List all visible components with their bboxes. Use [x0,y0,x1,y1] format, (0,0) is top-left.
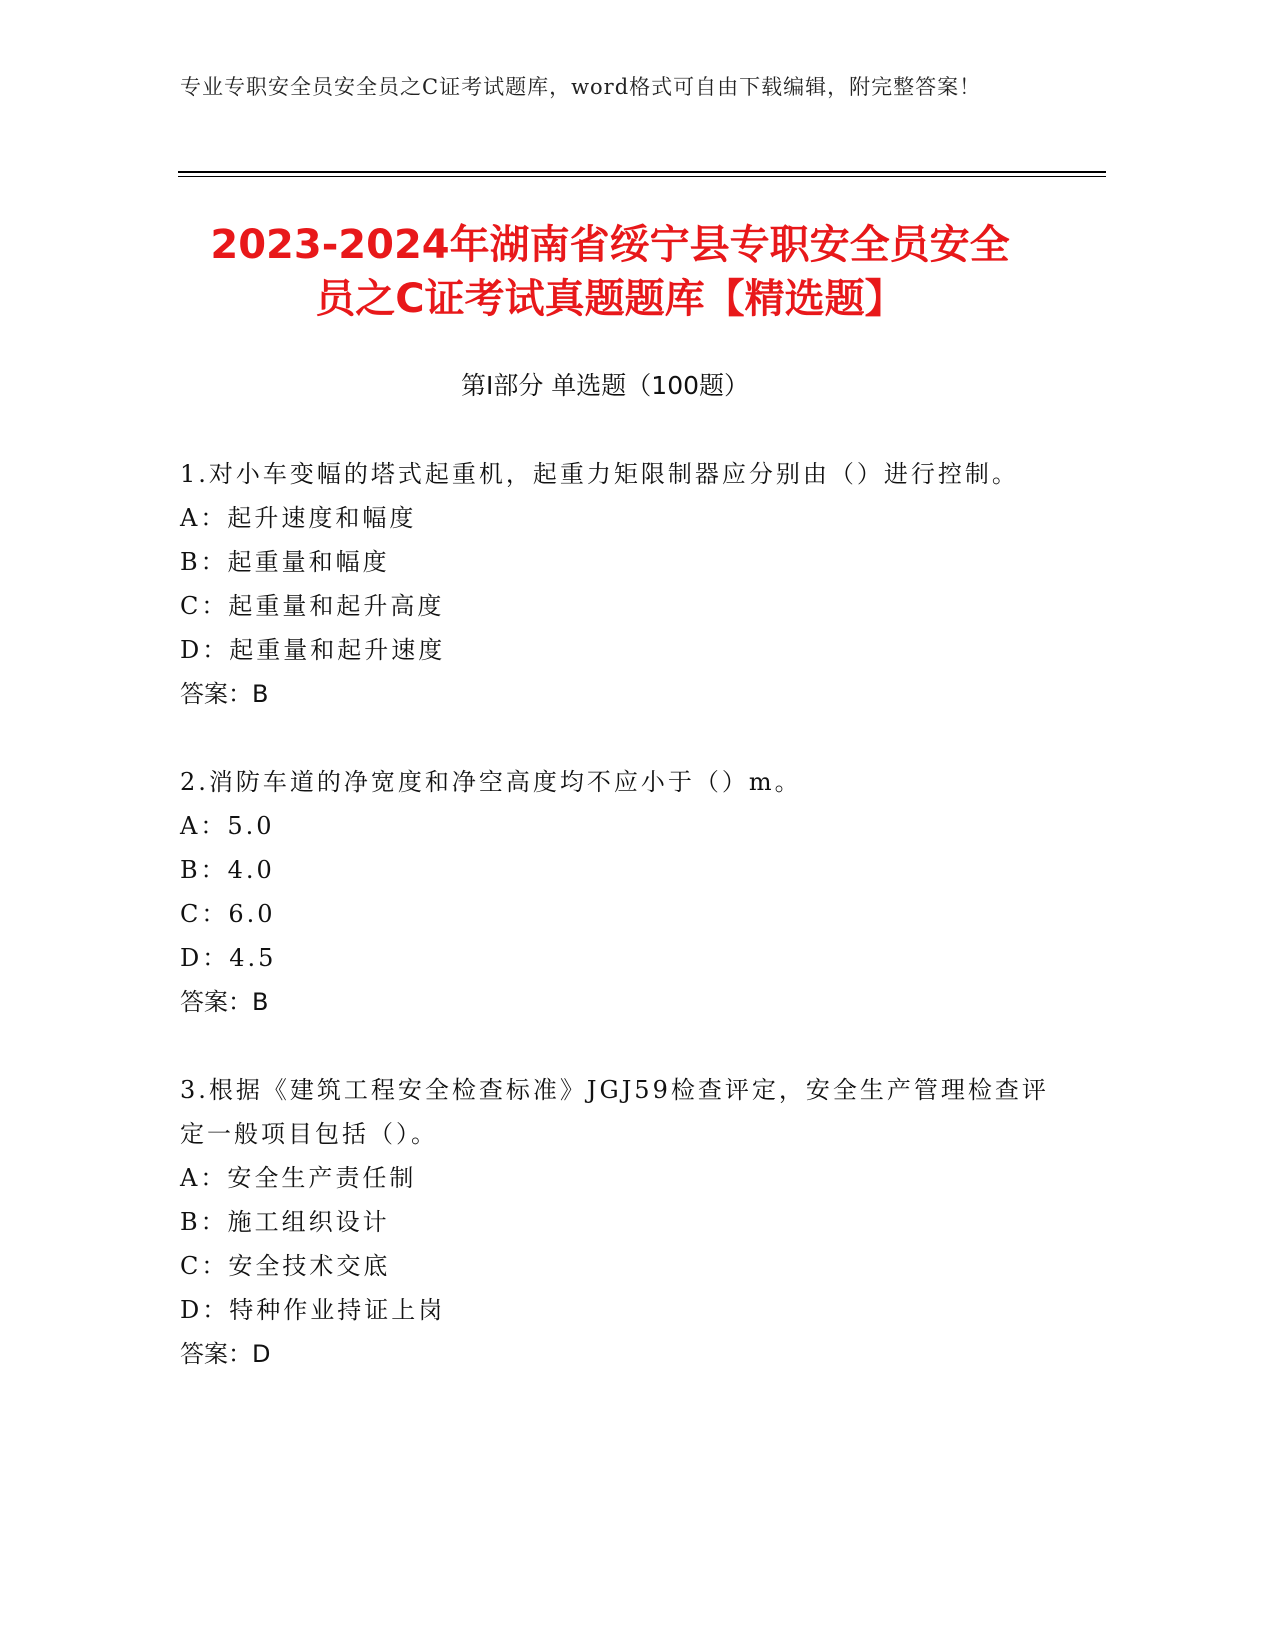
header-rule-thick [178,171,1106,173]
document-title-line2: 员之C证考试真题题库【精选题】 [315,276,905,322]
question-list [180,452,1050,1420]
document-title-line1: 2023-2024年湖南省绥宁县专职安全员安全 [210,222,1010,268]
answer: 答案：B [180,680,269,708]
option-a: A：起升速度和幅度 [180,504,417,532]
option-a: A：5.0 [180,812,275,840]
option-b: B：施工组织设计 [180,1208,390,1236]
option-a: A：安全生产责任制 [180,1164,417,1192]
option-c: C：6.0 [180,900,276,928]
question-1 [180,452,1050,716]
header-rule-thin [178,176,1106,177]
section-title: 第I部分 单选题（100题） [460,371,750,400]
question-stem: 2.消防车道的净宽度和净空高度均不应小于（）m。 [180,768,802,796]
header-note: 专业专职安全员安全员之C证考试题库，word格式可自由下载编辑，附完整答案！ [180,75,982,99]
question-stem: 1.对小车变幅的塔式起重机，起重力矩限制器应分别由（）进行控制。 [180,460,1019,488]
question-stem: 3.根据《建筑工程安全检查标准》JGJ59检查评定，安全生产管理检查评定一般项目包括（）。 [180,1076,1049,1148]
option-d: D：起重量和起升速度 [180,636,446,664]
question-3 [180,1068,1050,1376]
document-title [160,218,1060,326]
option-b: B：起重量和幅度 [180,548,390,576]
question-2 [180,760,1050,1024]
option-d: D：4.5 [180,944,277,972]
option-b: B：4.0 [180,856,275,884]
option-d: D：特种作业持证上岗 [180,1296,446,1324]
option-c: C：起重量和起升高度 [180,592,445,620]
option-c: C：安全技术交底 [180,1252,391,1280]
answer: 答案：D [180,1340,271,1368]
answer: 答案：B [180,988,269,1016]
